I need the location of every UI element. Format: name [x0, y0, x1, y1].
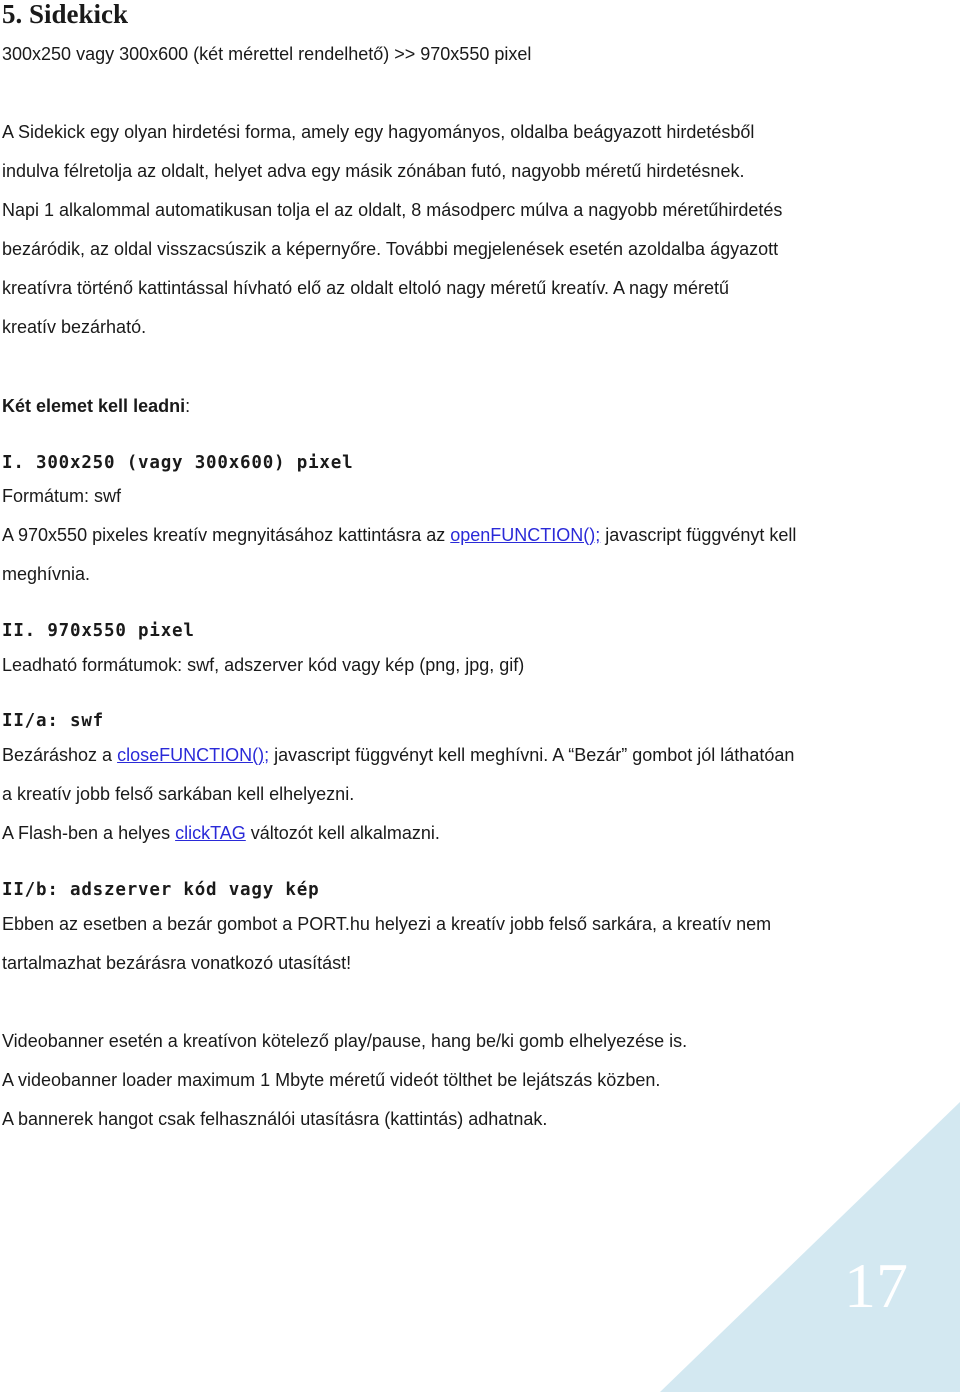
intro-line: bezáródik, az oldal visszacsúszik a képernyőre. További megjelenések esetén azoldalba ágyazott	[2, 239, 779, 259]
section1-text	[2, 522, 796, 548]
video-line: Videobanner esetén a kreatívon kötelező play/pause, hang be/ki gomb elhelyezése is.	[2, 1031, 688, 1051]
deliverables-heading-bold: Két elemet kell leadni	[2, 396, 186, 416]
page-title: 5. Sidekick	[2, 0, 129, 29]
section2-heading: II. 970x550 pixel	[2, 621, 195, 641]
intro-line: indulva félretolja az oldalt, helyet adva egy másik zónában futó, nagyobb méretű hirdetésnek.	[2, 161, 745, 181]
clicktag-after: változót kell alkalmazni.	[245, 823, 440, 843]
open-function-link[interactable]: openFUNCTION();	[450, 525, 601, 545]
close-function-link[interactable]: closeFUNCTION();	[117, 745, 270, 765]
section1-format: Formátum: swf	[2, 486, 122, 506]
section2a-text-line2: a kreatív jobb felső sarkában kell elhelyezni.	[2, 784, 355, 804]
section2a-text-before: Bezáráshoz a	[2, 745, 118, 765]
deliverables-heading-colon: :	[185, 396, 191, 416]
intro-line: A Sidekick egy olyan hirdetési forma, amely egy hagyományos, oldalba beágyazott hirdetésből	[2, 122, 755, 142]
section2a-text-after: javascript függvényt kell meghívni. A “Bezár” gombot jól láthatóan	[269, 745, 795, 765]
intro-line: kreatív bezárható.	[2, 317, 147, 337]
section1-text-line2: meghívnia.	[2, 564, 91, 584]
deliverables-heading	[2, 393, 190, 419]
video-line: A videobanner loader maximum 1 Mbyte méretű videót tölthet be lejátszás közben.	[2, 1070, 661, 1090]
section1-text-after: javascript függvényt kell	[600, 525, 797, 545]
corner-triangle	[660, 1102, 960, 1392]
section1-heading: I. 300x250 (vagy 300x600) pixel	[2, 453, 354, 473]
intro-line: Napi 1 alkalommal automatikusan tolja el az oldalt, 8 másodperc múlva a nagyobb méretűhirdetés	[2, 200, 783, 220]
section2a-text	[2, 742, 794, 768]
clicktag-link[interactable]: clickTAG	[175, 823, 246, 843]
section2-formats: Leadható formátumok: swf, adszerver kód vagy kép (png, jpg, gif)	[2, 655, 525, 675]
corner-decoration	[660, 1102, 960, 1392]
section2b-line: tartalmazhat bezárásra vonatkozó utasítást!	[2, 953, 352, 973]
intro-line: kreatívra történő kattintással hívható elő az oldalt eltoló nagy méretű kreatív. A nagy méretű	[2, 278, 730, 298]
size-subtitle: 300x250 vagy 300x600 (két mérettel rendelhető) >> 970x550 pixel	[2, 44, 532, 64]
section2b-heading: II/b: adszerver kód vagy kép	[2, 880, 320, 900]
video-line: A bannerek hangot csak felhasználói utasításra (kattintás) adhatnak.	[2, 1109, 548, 1129]
page-number: 17	[844, 1250, 908, 1321]
section1-text-before: A 970x550 pixeles kreatív megnyitásához kattintásra az	[2, 525, 451, 545]
section2b-line: Ebben az esetben a bezár gombot a PORT.hu helyezi a kreatív jobb felső sarkára, a kreatív nem	[2, 914, 772, 934]
section2a-heading: II/a: swf	[2, 711, 105, 731]
section2a-clicktag	[2, 820, 440, 846]
clicktag-before: A Flash-ben a helyes	[2, 823, 176, 843]
